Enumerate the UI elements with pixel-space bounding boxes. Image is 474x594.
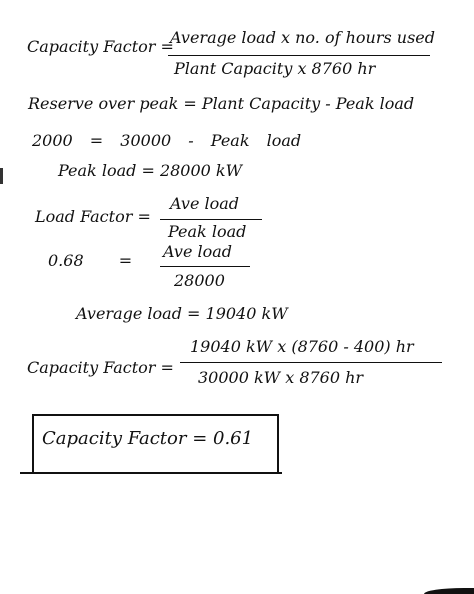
load-factor-substitution-denominator: 28000 xyxy=(174,271,225,290)
load-factor-substitution-fraction-bar xyxy=(160,266,250,267)
final-answer: Capacity Factor = 0.61 xyxy=(42,428,254,449)
load-factor-label: Load Factor = xyxy=(35,207,151,226)
answer-box-underline xyxy=(20,472,282,474)
capacity-factor-substitution-label: Capacity Factor = xyxy=(27,358,174,377)
reserve-over-peak-equation: Reserve over peak = Plant Capacity - Peak load xyxy=(28,94,415,113)
capacity-factor-label: Capacity Factor = xyxy=(27,37,174,56)
peak-load-result: Peak load = 28000 kW xyxy=(58,161,243,180)
load-factor-denominator: Peak load xyxy=(168,222,247,241)
load-factor-substitution-numerator: Ave load xyxy=(163,242,233,261)
left-edge-mark xyxy=(0,168,3,184)
corner-blot xyxy=(424,588,474,594)
capacity-factor-substitution-numerator: 19040 kW x (8760 - 400) hr xyxy=(190,337,414,356)
reserve-substitution-equation: 2000 = 30000 - Peak load xyxy=(32,131,302,150)
load-factor-fraction-bar xyxy=(160,219,262,220)
capacity-factor-substitution-denominator: 30000 kW x 8760 hr xyxy=(198,368,364,387)
average-load-result: Average load = 19040 kW xyxy=(76,304,288,323)
capacity-factor-substitution-fraction-bar xyxy=(180,362,442,363)
capacity-factor-denominator: Plant Capacity x 8760 hr xyxy=(174,59,376,78)
load-factor-numerator: Ave load xyxy=(170,194,240,213)
capacity-factor-numerator: Average load x no. of hours used xyxy=(170,28,436,47)
capacity-factor-fraction-bar xyxy=(168,55,430,56)
load-factor-substitution-lhs: 0.68 = xyxy=(48,251,133,270)
